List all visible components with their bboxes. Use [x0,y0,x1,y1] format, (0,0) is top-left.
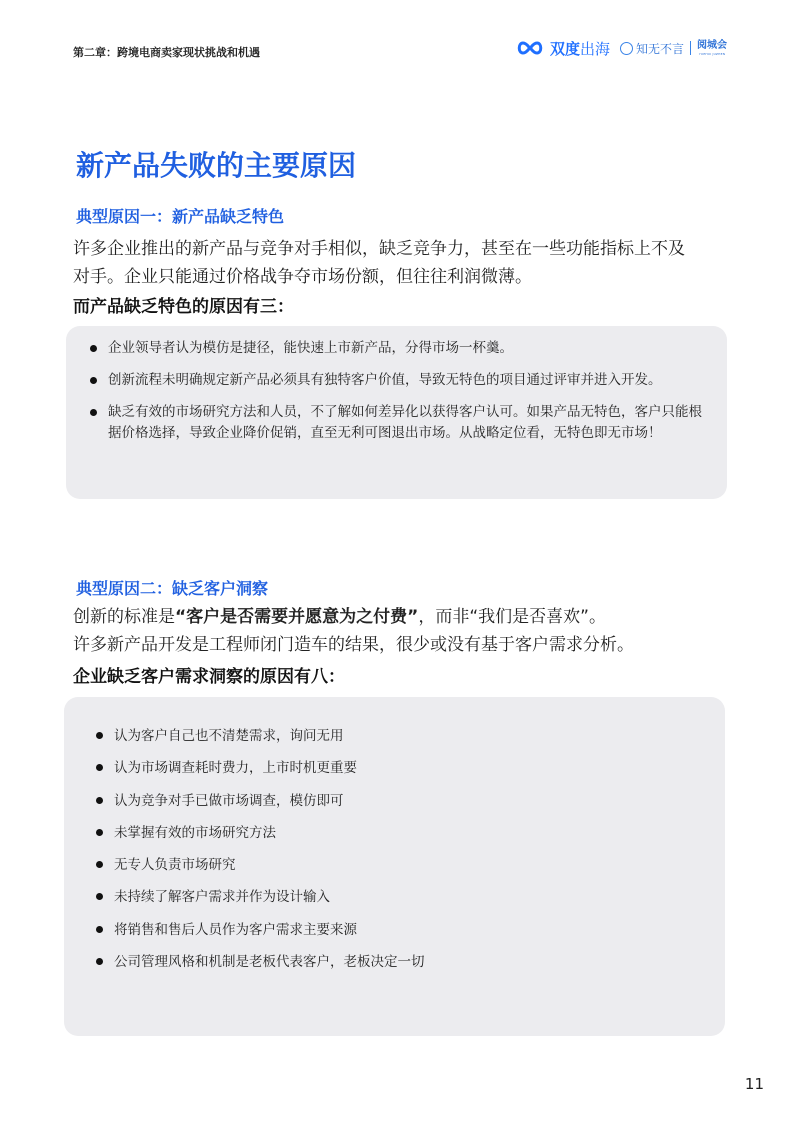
line1-prefix: 创新的标准是 [73,607,175,627]
list-item: 缺乏有效的市场研究方法和人员，不了解如何差异化以获得客户认可。如果产品无特色，客户只能根据价格选择，导致企业降价促销，直至无利可图退出市场。从战略定位看，无特色即无市场！ [90,402,708,444]
list-item: 创新流程未明确规定新产品必须具有独特客户价值，导致无特色的项目通过评审并进入开发。 [90,370,708,391]
chapter-header: 第二章：跨境电商卖家现状挑战和机遇 [73,46,260,59]
section2-paragraph-line2: 许多新产品开发是工程师闭门造车的结果，很少或没有基于客户需求分析。 [73,635,634,655]
brand-chuhai: 出海 [580,39,611,58]
brand-yuancheng [697,41,727,56]
brand-logos [516,36,727,60]
brand-divider [690,41,691,55]
list-item: 认为市场调查耗时费力，上市时机更重要 [96,758,696,778]
line1-suffix: ，而非“我们是否喜欢”。 [418,607,606,627]
zhiwubuyan-logo-icon [620,42,633,55]
section1-subheading: 而产品缺乏特色的原因有三： [73,297,294,317]
section1-bullet-list [90,338,708,455]
page-number: 11 [744,1075,764,1093]
list-item: 企业领导者认为模仿是捷径，能快速上市新产品，分得市场一杯羹。 [90,338,708,359]
line1-bold: “客户是否需要并愿意为之付费” [175,607,419,627]
brand-zhiwubuyan [620,40,684,57]
list-item: 认为竞争对手已做市场调查，模仿即可 [96,791,696,811]
list-item: 无专人负责市场研究 [96,855,696,875]
page-title: 新产品失败的主要原因 [76,149,357,182]
brand-yuancheng-label: 阅城会 [697,39,728,51]
brand-shuangdu-chuhai [550,38,610,59]
section2-bullet-list [96,726,696,984]
list-item: 认为客户自己也不清楚需求，询问无用 [96,726,696,746]
list-item: 未持续了解客户需求并作为设计输入 [96,887,696,907]
list-item: 未掌握有效的市场研究方法 [96,823,696,843]
list-item: 公司管理风格和机制是老板代表客户，老板决定一切 [96,952,696,972]
infinity-logo-icon [516,40,544,56]
section2-paragraph-line1 [73,603,723,631]
brand-zhiwubuyan-label: 知无不言 [636,41,685,56]
section2-paragraph [73,603,723,659]
section2-heading: 典型原因二：缺乏客户洞察 [76,579,269,598]
brand-shuangdu: 双度 [550,39,581,58]
section1-paragraph-line2: 对手。企业只能通过价格战争夺市场份额，但往往利润微薄。 [73,267,532,287]
section1-paragraph [73,235,723,291]
list-item: 将销售和售后人员作为客户需求主要来源 [96,920,696,940]
section2-subheading: 企业缺乏客户需求洞察的原因有八： [73,667,345,687]
section1-heading: 典型原因一：新产品缺乏特色 [76,207,285,226]
section1-paragraph-line1: 许多企业推出的新产品与竞争对手相似，缺乏竞争力，甚至在一些功能指标上不及 [73,239,685,259]
brand-yuancheng-en: YUEHUI JUZHEN [698,51,726,56]
